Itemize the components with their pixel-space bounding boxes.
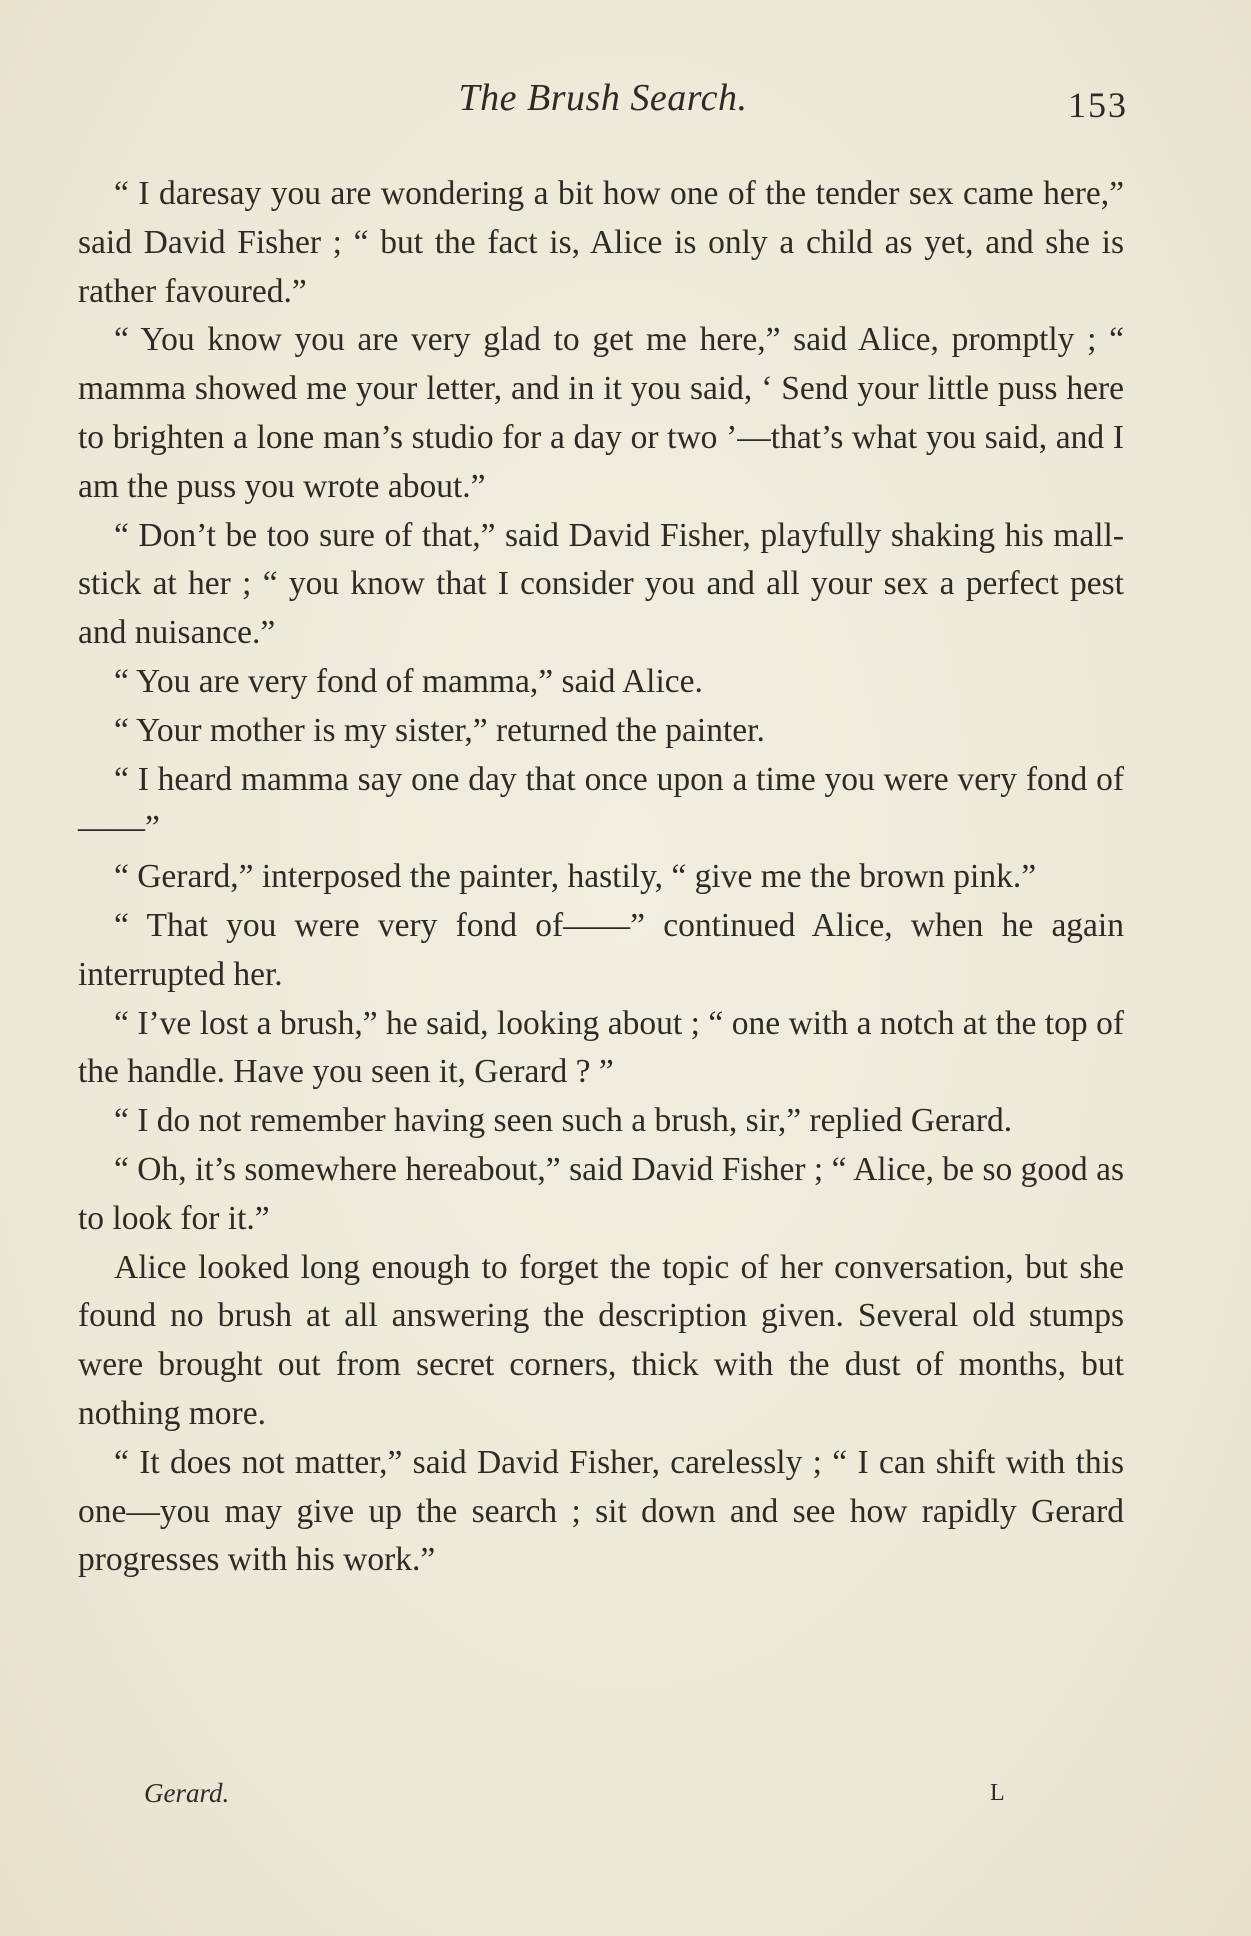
signature-mark: Gerard. <box>144 1778 230 1808</box>
paragraph: “ Your mother is my sister,” returned the painter. <box>114 711 765 749</box>
body-text <box>78 170 1124 1585</box>
paragraph: “ It does not matter,” said David Fisher, carelessly ; “ I can shift with this one—you may give up the search ; sit down and see how rapidly Gerard progresses with his work.” <box>78 1443 1124 1579</box>
paragraph: “ That you were very fond of——” continued Alice, when he again interrupted her. <box>78 906 1124 993</box>
paragraph: “ You are very fond of mamma,” said Alice. <box>114 662 703 700</box>
paragraph: “ Gerard,” interposed the painter, hastily, “ give me the brown pink.” <box>114 858 1037 896</box>
paragraph: “ Oh, it’s somewhere hereabout,” said David Fisher ; “ Alice, be so good as to look for it.” <box>78 1150 1124 1237</box>
paragraph: “ I do not remember having seen such a brush, sir,” replied Gerard. <box>114 1102 1013 1140</box>
running-head <box>78 72 1128 125</box>
paragraph: “ Don’t be too sure of that,” said David Fisher, playfully shaking his mall-stick at her ; “ you know that I consider you and all your sex a perfect pest and nuisance.” <box>78 516 1124 652</box>
page-number: 153 <box>1068 85 1128 125</box>
paragraph: “ You know you are very glad to get me here,” said Alice, promptly ; “ mamma showed me your letter, and in it you said, ‘ Send your little puss here to brighten a lone man’s studio for a day or two ’—that’s what you said, and I am the puss you wrote about.” <box>78 321 1124 505</box>
paragraph: Alice looked long enough to forget the topic of her conversation, but she found no brush at all answering the description given. Several old stumps were brought out from secret corners, thick with the dust of months, but nothing more. <box>78 1248 1124 1432</box>
page-footer <box>78 1778 1124 1818</box>
paragraph: “ I’ve lost a brush,” he said, looking about ; “ one with a notch at the top of the handle. Have you seen it, Gerard ? ” <box>78 1004 1124 1091</box>
paragraph: “ I daresay you are wondering a bit how one of the tender sex came here,” said David Fisher ; “ but the fact is, Alice is only a child as yet, and she is rather favoured.” <box>78 175 1124 310</box>
running-title: The Brush Search. <box>458 77 748 119</box>
paragraph: “ I heard mamma say one day that once upon a time you were very fond of——” <box>78 760 1124 847</box>
gathering-letter: L <box>990 1780 1006 1806</box>
